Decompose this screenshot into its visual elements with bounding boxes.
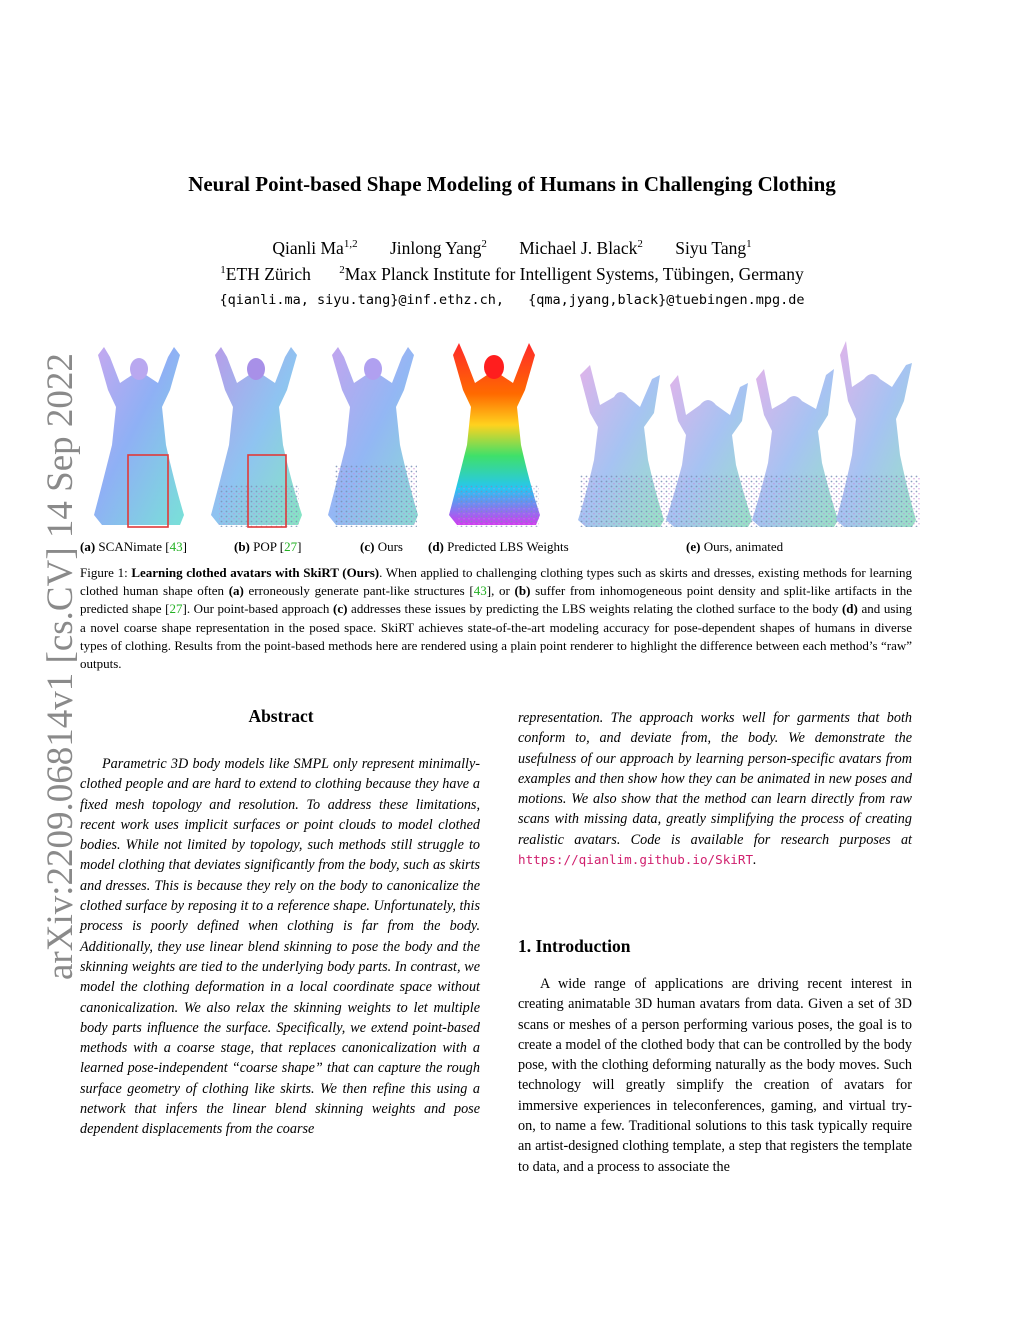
affiliation: $^2$Max Planck Institute for Intelligent Systems, Tübingen, Germany bbox=[339, 264, 804, 284]
affiliation-list bbox=[0, 264, 1024, 285]
affiliation: $^1$ETH Zürich bbox=[220, 264, 311, 284]
citation-link[interactable]: 27 bbox=[284, 539, 298, 554]
figure-caption: Figure 1: Learning clothed avatars with SkiRT (Ours). When applied to challenging clothing types such as skirts and dresses, existing methods for learning clothed human shape often (a) erroneously generate pant-like structures [43], or (b) suffer from inhomogeneous point density and split-like artifacts in the predicted shape [27]. Our point-based approach (c) addresses these issues by predicting the LBS weights relating the clothed surface to the body (d) and using a novel coarse shape representation in the posed space. SkiRT achieves state-of-the-art modeling accuracy for pose-dependent shapes of humans in diverse types of clothing. Results from the point-based methods here are rendered using a plain point renderer to highlight the difference between each method’s “raw” outputs. bbox=[80, 565, 913, 672]
introduction-text: A wide range of applications are driving recent interest in creating animatable 3D human avatars from data. Given a set of 3D scans or meshes of a person performing various poses, the goal is to create a model of the clothed body that can be controlled by the body pose, with the clothing deforming naturally as the body moves. Such technology will greatly simplify the creation of avatars for immersive experiences in teleconferences, gaming, and virtual try-on, to name a few. Traditional solutions to this task typically require an artist-designed clothing template, a step that registers the template to data, and a process to associate the bbox=[518, 976, 912, 1175]
subcaption-e: (e) Ours, animated bbox=[686, 539, 784, 554]
arxiv-id-text: arXiv:2209.06814v1 [cs.CV] 14 Sep 2022 bbox=[40, 353, 81, 980]
abstract-text-col1: Parametric 3D body models like SMPL only represent minimally-clothed people and are hard to extend to clothing because they have a fixed mesh topology and resolution. To address these limitations, recent work uses implicit surfaces or point clouds to model clothed bodies. While not limited by topology, such methods still struggle to model clothing that deviates significantly from the body, such as skirts and dresses. This is because they rely on the body to canonicalize the clothed surface by reposing it to a reference shape. Unfortunately, this process is poorly defined when clothing is far from the body. Additionally, they use linear blend skinning to pose the body and the skinning weights are tied to the underlying body parts. In contrast, we model the clothing deformation in a local coordinate space without canonicalization. We also relax the skinning weights to let multiple body parts influence the surface. Specifically, we extend point-based methods with a coarse stage, that replaces canonicalization with a learned pose-independent “coarse shape” that can capture the rough surface geometry of clothing like skirts. We then refine this using a network that infers the linear blend skinning weights and pose dependent displacements from the coarse bbox=[80, 756, 480, 1138]
figure-panel-a-scanimate bbox=[94, 347, 184, 527]
figure-panel-b-pop bbox=[211, 347, 302, 527]
figure-panel-d-lbs-weights bbox=[449, 343, 540, 527]
subcaption-b: (b) POP [27] bbox=[234, 539, 302, 554]
arxiv-side-label bbox=[14, 340, 81, 980]
paper-title: Neural Point-based Shape Modeling of Humans in Challenging Clothing bbox=[188, 172, 836, 196]
figure-panel-c-ours bbox=[328, 347, 418, 527]
citation-link[interactable]: 27 bbox=[169, 601, 183, 617]
author-list bbox=[0, 238, 1024, 259]
subcaption-c: (c) Ours bbox=[360, 539, 403, 554]
email-group: {qianli.ma, siyu.tang}@inf.ethz.ch, bbox=[219, 292, 504, 308]
author-emails bbox=[0, 292, 1024, 308]
abstract-heading: Abstract bbox=[248, 706, 314, 726]
author: Qianli Ma$^{1,2}$ bbox=[272, 238, 358, 258]
teaser-figure bbox=[80, 335, 940, 540]
citation-link[interactable]: 43 bbox=[473, 583, 487, 599]
figure-panel-e-animated bbox=[578, 341, 920, 527]
author: Siyu Tang$^1$ bbox=[675, 238, 752, 258]
code-url-link[interactable]: https://qianlim.github.io/SkiRT bbox=[518, 852, 754, 868]
subcaption-d: (d) Predicted LBS Weights bbox=[428, 539, 569, 554]
author: Michael J. Black$^2$ bbox=[519, 238, 643, 258]
email-group: {qma,jyang,black}@tuebingen.mpg.de bbox=[528, 292, 805, 308]
author: Jinlong Yang$^2$ bbox=[389, 238, 487, 258]
introduction-heading: 1. Introduction bbox=[518, 936, 631, 956]
citation-link[interactable]: 43 bbox=[169, 539, 183, 554]
abstract-text-col2: representation. The approach works well for garments that both conform to, and deviate from, the body. We demonstrate the usefulness of our approach by learning person-specific avatars from examples and then show how they can be animated in new poses and motions. We also show that the method can learn directly from raw scans with missing data, greatly simplifying the process of creating realistic avatars. Code is available for research purposes at https://qianlim.github.io/SkiRT. bbox=[518, 710, 912, 869]
subcaption-a: (a) SCANimate [43] bbox=[80, 539, 187, 554]
